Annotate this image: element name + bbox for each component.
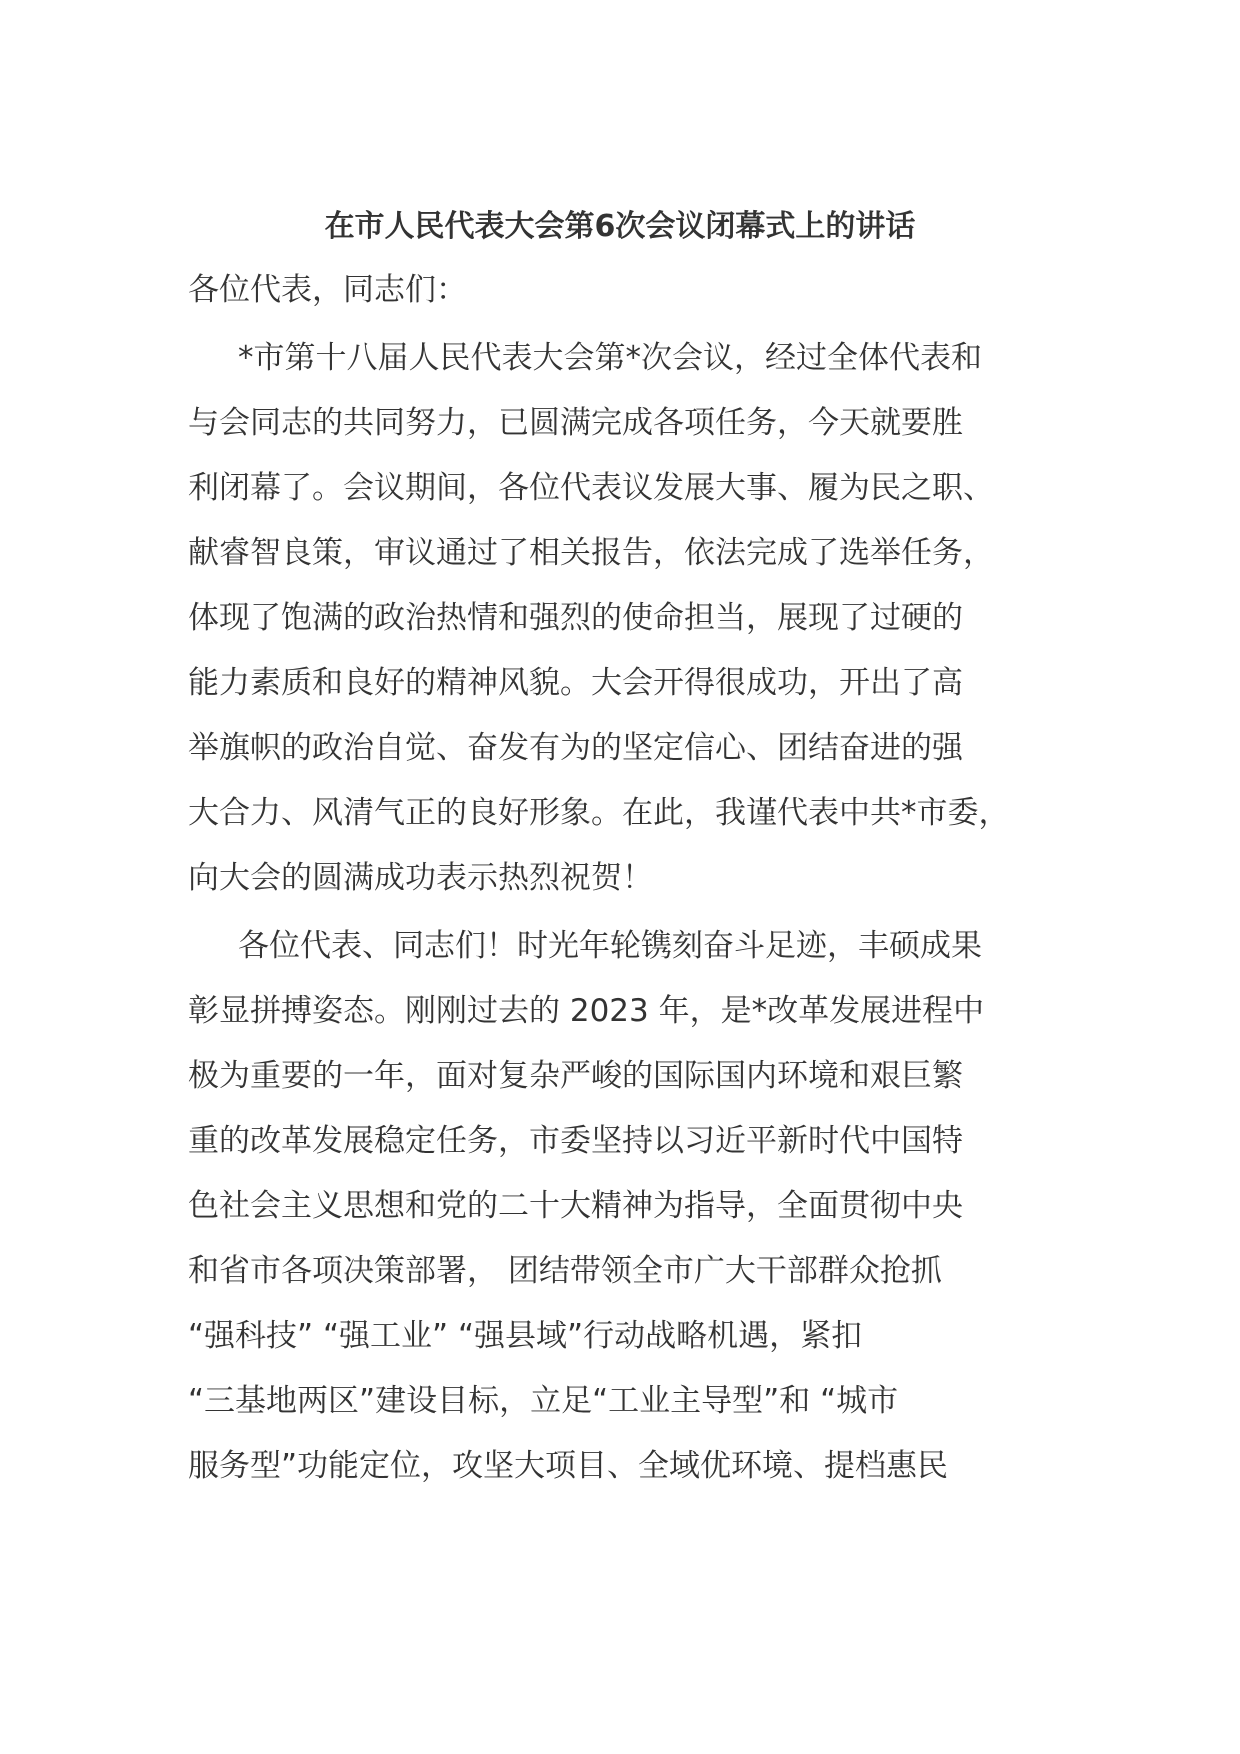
paragraph-line: 与会同志的共同努力，已圆满完成各项任务，今天就要胜 xyxy=(188,405,963,441)
paragraph-line: 重的改革发展稳定任务，市委坚持以习近平新时代中国特 xyxy=(188,1123,963,1159)
paragraph-line: 彰显拼搏姿态。刚刚过去的 2023 年，是*改革发展进程中 xyxy=(188,993,985,1029)
document-title: 在市人民代表大会第6次会议闭幕式上的讲话 xyxy=(324,209,916,244)
paragraph-line: 体现了饱满的政治热情和强烈的使命担当，展现了过硬的 xyxy=(188,600,963,636)
document-body xyxy=(188,258,1068,1499)
paragraph-line: 极为重要的一年，面对复杂严峻的国际国内环境和艰巨繁 xyxy=(188,1058,963,1094)
paragraph-line: 各位代表、同志们！时光年轮镌刻奋斗足迹，丰硕成果 xyxy=(238,928,982,964)
paragraph-line: 向大会的圆满成功表示热烈祝贺！ xyxy=(188,860,653,896)
paragraph-line: 服务型”功能定位，攻坚大项目、全域优环境、提档惠民 xyxy=(188,1448,949,1484)
paragraph-line: 大合力、风清气正的良好形象。在此，我谨代表中共*市委， xyxy=(188,795,1010,831)
paragraph-1 xyxy=(188,326,1068,911)
paragraph-line: 色社会主义思想和党的二十大精神为指导，全面贯彻中央 xyxy=(188,1188,963,1224)
paragraph-line: 和省市各项决策部署， 团结带领全市广大干部群众抢抓 xyxy=(188,1253,942,1289)
paragraph-line: 献睿智良策，审议通过了相关报告，依法完成了选举任务， xyxy=(188,535,994,571)
paragraph-line: *市第十八届人民代表大会第*次会议，经过全体代表和 xyxy=(238,340,982,376)
paragraph-line: 利闭幕了。会议期间，各位代表议发展大事、履为民之职、 xyxy=(188,470,994,506)
paragraph-2 xyxy=(188,914,1068,1499)
salutation: 各位代表，同志们： xyxy=(188,272,467,308)
paragraph-line: 举旗帜的政治自觉、奋发有为的坚定信心、团结奋进的强 xyxy=(188,730,963,766)
paragraph-line: 能力素质和良好的精神风貌。大会开得很成功，开出了高 xyxy=(188,665,963,701)
paragraph-line: “强科技” “强工业” “强县域”行动战略机遇，紧扣 xyxy=(188,1318,863,1354)
paragraph-line: “三基地两区”建设目标，立足“工业主导型”和 “城市 xyxy=(188,1383,899,1419)
